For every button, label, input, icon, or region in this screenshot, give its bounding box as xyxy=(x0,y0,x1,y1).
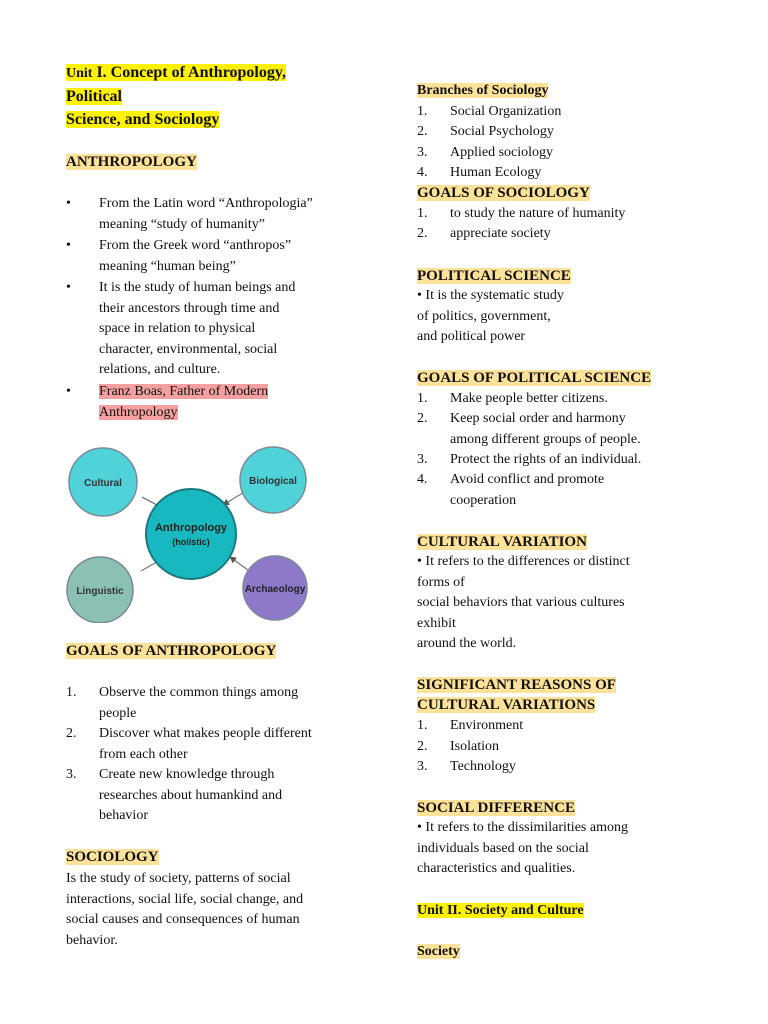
political-science-text: • It is the systematic study of politics, government, and political power xyxy=(417,288,564,345)
anthropology-center-node xyxy=(146,489,236,579)
anthropology-diagram xyxy=(66,443,310,623)
goals-sociology-heading: GOALS OF SOCIOLOGY xyxy=(417,185,590,201)
social-difference-text: • It refers to the dissimilarities among individuals based on the social characteristics and qualities. xyxy=(417,820,628,877)
sociology-heading: SOCIOLOGY xyxy=(66,849,159,865)
archaeology-label: Archaeology xyxy=(244,584,306,595)
political-science-heading: POLITICAL SCIENCE xyxy=(417,268,571,284)
center-sublabel: (holistic) xyxy=(172,537,210,547)
unit-two-heading: Unit II. Society and Culture xyxy=(417,903,584,918)
unit-title xyxy=(66,61,286,131)
cultural-variation-heading: CULTURAL VARIATION xyxy=(417,534,587,550)
cultural-variation-text: • It refers to the differences or distinct forms of social behaviors that various cultures exhibit around the world. xyxy=(417,554,630,652)
cultural-label: Cultural xyxy=(84,478,122,489)
unit-title-line1: Unit I. Concept of Anthropology, xyxy=(66,64,286,81)
unit-title-line3: Science, and Sociology xyxy=(66,111,220,128)
unit-title-line2: Political xyxy=(66,88,122,105)
significant-reasons-heading: SIGNIFICANT REASONS OF CULTURAL VARIATIONS xyxy=(417,677,616,713)
social-difference-heading: SOCIAL DIFFERENCE xyxy=(417,800,575,816)
branches-heading: Branches of Sociology xyxy=(417,83,549,98)
sociology-text: Is the study of society, patterns of social interactions, social life, social change, and social causes and consequences of human behavior. xyxy=(66,871,304,948)
linguistic-label: Linguistic xyxy=(76,586,124,597)
society-heading: Society xyxy=(417,944,460,959)
goals-political-science-heading: GOALS OF POLITICAL SCIENCE xyxy=(417,370,652,386)
center-label: Anthropology xyxy=(154,522,228,534)
goals-anthropology-heading: GOALS OF ANTHROPOLOGY xyxy=(66,643,277,659)
anthropology-heading: ANTHROPOLOGY xyxy=(66,154,197,170)
biological-label: Biological xyxy=(249,476,297,487)
